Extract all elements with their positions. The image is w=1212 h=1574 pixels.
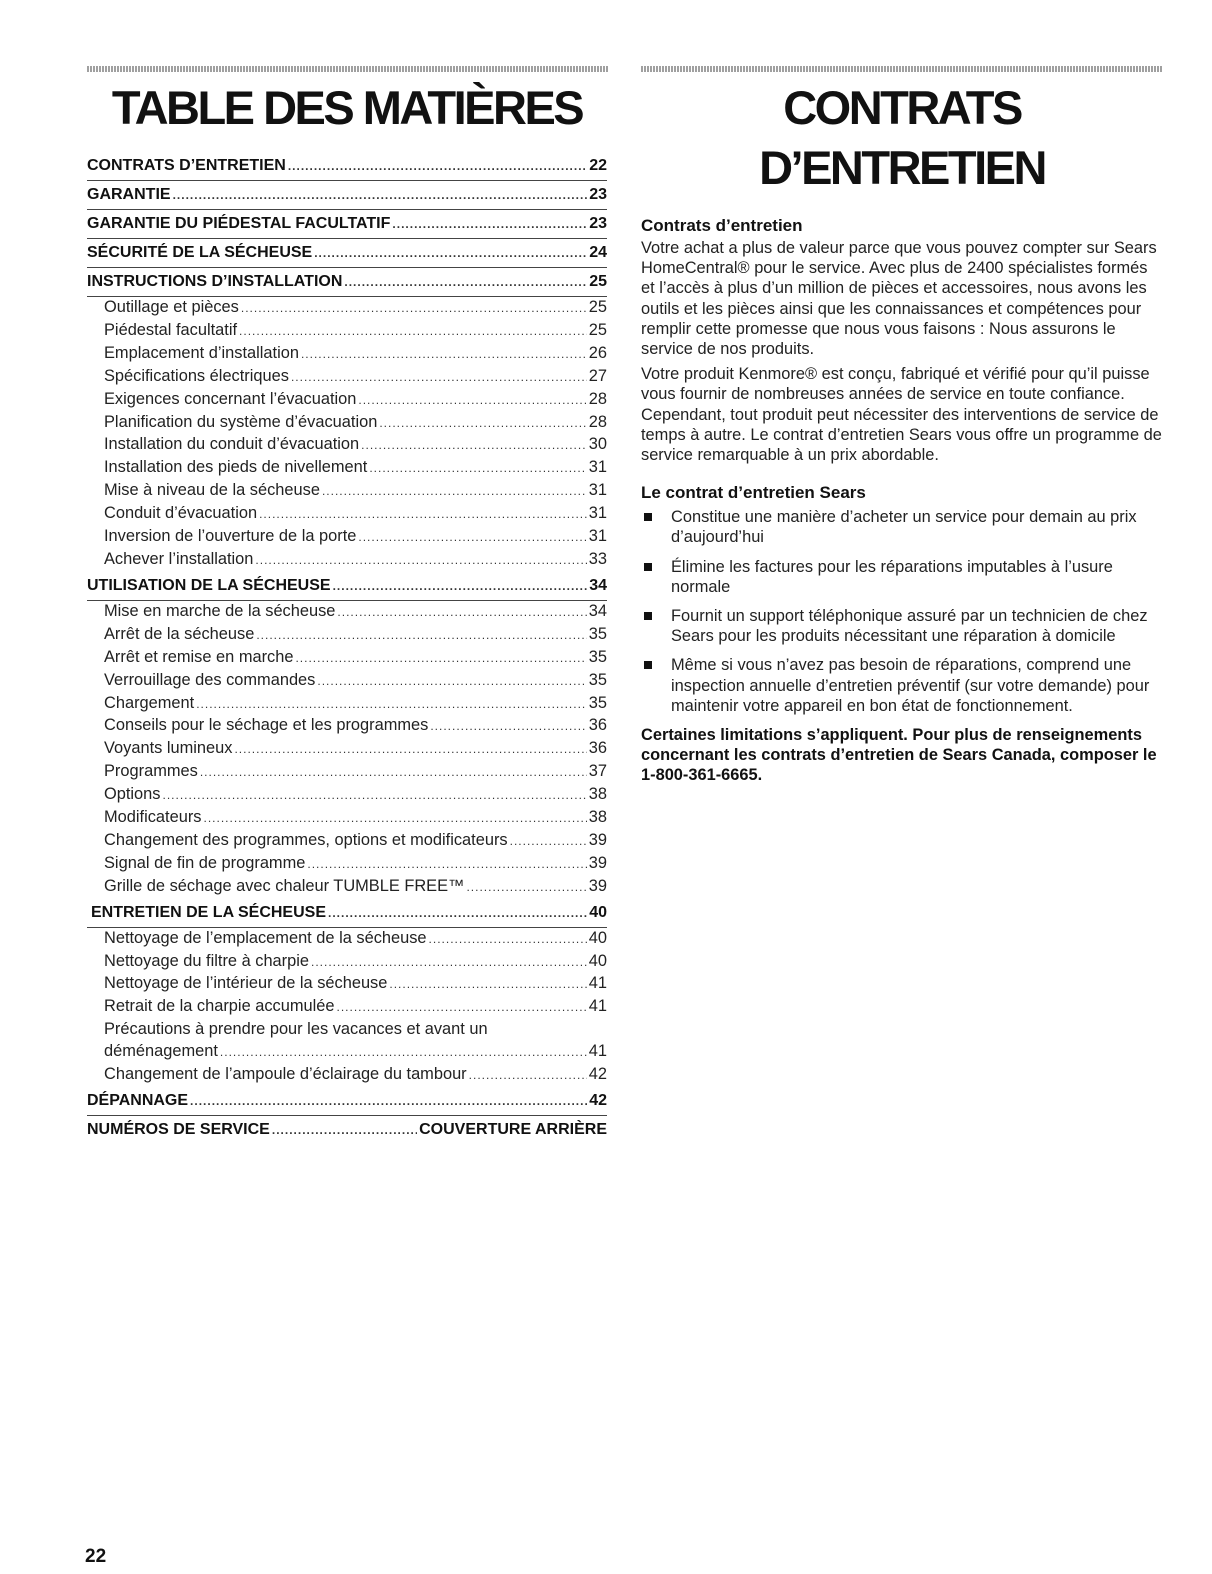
page-number: 22 <box>85 1546 107 1567</box>
toc-leader-dots <box>203 807 586 830</box>
toc-leader-dots <box>259 503 587 526</box>
toc-page-number: 30 <box>588 435 607 454</box>
toc-entry <box>87 297 607 320</box>
square-bullet-icon <box>644 563 652 571</box>
toc-page-number: 23 <box>589 186 607 203</box>
toc-entry <box>87 412 607 435</box>
toc-entry-title: déménagement <box>104 1042 218 1061</box>
toc-entry-title: DÉPANNAGE <box>87 1092 189 1109</box>
toc-entry <box>87 366 607 389</box>
toc-entry-title: Mise à niveau de la sécheuse <box>104 481 320 500</box>
toc-leader-dots <box>369 457 586 480</box>
toc-entry-title: Retrait de la charpie accumulée <box>104 997 335 1016</box>
toc-leader-dots <box>200 761 587 784</box>
toc-entry <box>87 693 607 716</box>
toc-leader-dots <box>288 152 587 180</box>
toc-entry <box>87 715 607 738</box>
toc-entry-text: Précautions à prendre pour les vacances et avant un <box>104 1020 488 1039</box>
toc-page-number: 35 <box>588 693 607 712</box>
toc-entry-title: Nettoyage de l’intérieur de la sécheuse <box>104 974 388 993</box>
toc-entry-title: Piédestal facultatif <box>104 320 238 339</box>
toc-entry <box>87 951 607 974</box>
limitations-note: Certaines limitations s’appliquent. Pour plus de renseignements concernant les contrats d’entretien de Sears Canada, composer le 1-800-361-6665. <box>641 726 1157 785</box>
toc-page-number: 35 <box>588 647 607 666</box>
toc-entry-title: NUMÉROS DE SERVICE <box>87 1121 270 1138</box>
toc-entry <box>87 210 607 239</box>
toc-entry-title: Spécifications électriques <box>104 366 289 385</box>
toc-entry-title: INSTRUCTIONS D’INSTALLATION <box>87 273 343 290</box>
toc-entry <box>87 647 607 670</box>
toc-entry <box>87 320 607 343</box>
toc-leader-dots <box>429 928 587 951</box>
toc-leader-dots <box>255 549 586 572</box>
toc-leader-dots <box>328 899 587 927</box>
list-item: Constitue une manière d’acheter un service pour demain au prix d’aujourd’hui <box>641 507 1163 547</box>
toc-leader-dots <box>295 647 586 670</box>
toc-page-number: 41 <box>588 997 607 1016</box>
toc-page-number: 39 <box>588 853 607 872</box>
toc-page-number: 40 <box>589 903 607 921</box>
toc-entry <box>87 480 607 503</box>
toc-entry-title: Changement des programmes, options et modificateurs <box>104 830 508 849</box>
toc-page-number: 39 <box>588 876 607 895</box>
toc-entry-title: Arrêt de la sécheuse <box>104 624 255 643</box>
toc-entry <box>87 761 607 784</box>
toc-entry-title: Chargement <box>104 693 195 712</box>
top-rule <box>641 66 1163 72</box>
toc-entry-title: Nettoyage du filtre à charpie <box>104 951 310 970</box>
toc-page-number: 38 <box>588 785 607 804</box>
toc-entry-title: Emplacement d’installation <box>104 343 299 362</box>
toc-leader-dots <box>317 670 586 693</box>
toc-leader-dots <box>337 601 586 624</box>
toc-leader-dots <box>173 181 588 209</box>
toc-leader-dots <box>220 1041 587 1064</box>
toc-leader-dots <box>358 526 586 549</box>
benefits-list <box>641 507 1163 716</box>
toc-page-number: COUVERTURE ARRIÈRE <box>419 1121 607 1138</box>
toc-title: TABLE DES MATIÈRES <box>111 81 583 134</box>
toc-page-number: 22 <box>589 157 607 174</box>
toc-entry <box>87 434 607 457</box>
toc-entry-title: ENTRETIEN DE LA SÉCHEUSE <box>91 903 326 921</box>
toc-leader-dots <box>337 996 587 1019</box>
toc-entry-title: Arrêt et remise en marche <box>104 647 294 666</box>
toc-leader-dots <box>190 1087 587 1115</box>
toc-page-number: 25 <box>588 298 607 316</box>
toc-entry-title: Achever l’installation <box>104 549 254 568</box>
toc-page-number: 31 <box>588 481 607 500</box>
toc-entry-title: Programmes <box>104 762 198 781</box>
toc-page-number: 28 <box>588 412 607 431</box>
toc-page-number: 28 <box>588 389 607 408</box>
toc-entry <box>87 738 607 761</box>
toc-leader-dots <box>241 297 587 320</box>
toc-page-number: 25 <box>588 320 607 339</box>
toc-entry-title: UTILISATION DE LA SÉCHEUSE <box>87 576 331 594</box>
toc-entry-title: Exigences concernant l’évacuation <box>104 389 357 408</box>
toc-entry-title: Outillage et pièces <box>104 298 239 316</box>
toc-leader-dots <box>163 784 587 807</box>
toc-entry <box>87 996 607 1019</box>
toc-leader-dots <box>510 830 587 853</box>
toc-entry <box>87 526 607 549</box>
toc-leader-dots <box>389 973 586 996</box>
toc-page-number: 38 <box>588 808 607 827</box>
toc-entry-title: SÉCURITÉ DE LA SÉCHEUSE <box>87 244 313 261</box>
toc-entry <box>87 973 607 996</box>
toc-entry <box>87 853 607 876</box>
toc-entry <box>87 181 607 210</box>
contracts-column <box>641 66 1163 786</box>
table-of-contents <box>87 152 607 1144</box>
toc-entry-title: Voyants lumineux <box>104 739 233 758</box>
toc-leader-dots <box>239 320 587 343</box>
toc-entry-title: Verrouillage des commandes <box>104 670 316 689</box>
toc-page-number: 40 <box>588 928 607 947</box>
toc-page-number: 41 <box>588 1042 607 1061</box>
toc-entry-title: Conseils pour le séchage et les programmes <box>104 716 429 735</box>
toc-page-number: 42 <box>589 1092 607 1109</box>
toc-entry <box>87 572 607 601</box>
toc-column <box>87 66 607 1144</box>
toc-leader-dots <box>361 434 587 457</box>
toc-entry-title: Options <box>104 785 161 804</box>
toc-leader-dots <box>344 268 587 296</box>
toc-entry <box>87 784 607 807</box>
toc-leader-dots <box>291 366 587 389</box>
toc-leader-dots <box>469 1064 587 1087</box>
toc-entry-title: Grille de séchage avec chaleur TUMBLE FREE™ <box>104 876 465 895</box>
paragraph-kenmore: Votre produit Kenmore® est conçu, fabriqué et vérifié pour qu’il puisse vous fournir de nombreuses années de service en toute confiance. Cependant, tout produit peut nécessiter des interventions de service de temps à autre. Le contrat d’entretien Sears vous offre un programme de service remarquable à un prix abordable. <box>641 365 1162 465</box>
toc-entry-title: Mise en marche de la sécheuse <box>104 601 336 620</box>
toc-leader-dots <box>314 239 587 267</box>
paragraph-intro: Votre achat a plus de valeur parce que vous pouvez compter sur Sears HomeCentral® pour le service. Avec plus de 2400 spécialistes formés et l’accès à plus d’un million de pièces et accessoires, nous avons les outils et les pièces ainsi que les connaissances et compétences pour remplir cette promesse que nous vous faisons : Nous assurons le service de nos produits. <box>641 239 1157 359</box>
toc-entry <box>87 343 607 366</box>
toc-entry <box>87 830 607 853</box>
toc-entry <box>87 503 607 526</box>
toc-entry-title: Conduit d’évacuation <box>104 504 258 523</box>
toc-entry-title: Inversion de l’ouverture de la porte <box>104 527 357 546</box>
toc-page-number: 31 <box>588 504 607 523</box>
toc-leader-dots <box>430 715 586 738</box>
toc-page-number: 35 <box>588 670 607 689</box>
toc-leader-dots <box>272 1116 417 1144</box>
toc-entry <box>87 457 607 480</box>
list-item: Même si vous n’avez pas besoin de réparations, comprend une inspection annuelle d’entretien préventif (sur votre demande) pour maintenir votre appareil en bon état de fonctionnement. <box>641 655 1163 716</box>
toc-leader-dots <box>379 412 586 435</box>
toc-entry-title: GARANTIE DU PIÉDESTAL FACULTATIF <box>87 215 391 232</box>
toc-entry <box>87 876 607 899</box>
toc-leader-dots <box>333 572 588 600</box>
toc-page-number: 27 <box>588 366 607 385</box>
toc-entry <box>87 624 607 647</box>
toc-entry <box>87 549 607 572</box>
toc-leader-dots <box>311 951 587 974</box>
toc-entry-title: Installation des pieds de nivellement <box>104 458 368 477</box>
list-item: Élimine les factures pour les réparations imputables à l’usure normale <box>641 557 1163 597</box>
toc-entry <box>87 268 607 297</box>
toc-page-number: 24 <box>589 244 607 261</box>
list-item: Fournit un support téléphonique assuré par un technicien de chez Sears pour les produits nécessitant une réparation à domicile <box>641 606 1163 646</box>
toc-page-number: 35 <box>588 624 607 643</box>
toc-leader-dots <box>466 876 586 899</box>
square-bullet-icon <box>644 612 652 620</box>
toc-entry-title: Installation du conduit d’évacuation <box>104 435 360 454</box>
toc-page-number: 31 <box>588 527 607 546</box>
toc-entry <box>87 601 607 624</box>
contracts-title: CONTRATS D’ENTRETIEN <box>759 81 1045 194</box>
section-title-sears-contract: Le contrat d’entretien Sears <box>641 483 866 503</box>
toc-leader-dots <box>256 624 586 647</box>
toc-entry <box>87 807 607 830</box>
toc-leader-dots <box>307 853 586 876</box>
toc-entry-title: Nettoyage de l’emplacement de la sécheuse <box>104 928 427 947</box>
toc-page-number: 26 <box>588 343 607 362</box>
toc-entry <box>87 928 607 951</box>
toc-page-number: 25 <box>589 273 607 290</box>
top-rule <box>87 66 609 72</box>
toc-entry-title: Signal de fin de programme <box>104 853 306 872</box>
toc-entry-title: Modificateurs <box>104 808 202 827</box>
toc-page-number: 36 <box>588 739 607 758</box>
toc-leader-dots <box>358 389 586 412</box>
toc-entry <box>87 899 607 928</box>
toc-page-number: 41 <box>588 974 607 993</box>
toc-page-number: 37 <box>588 762 607 781</box>
toc-entry <box>87 670 607 693</box>
toc-leader-dots <box>392 210 587 238</box>
toc-page-number: 31 <box>588 458 607 477</box>
toc-page-number: 34 <box>588 601 607 620</box>
toc-leader-dots <box>301 343 587 366</box>
toc-entry-title: Changement de l’ampoule d’éclairage du tambour <box>104 1065 467 1084</box>
toc-entry-title: GARANTIE <box>87 186 171 203</box>
toc-page-number: 40 <box>588 951 607 970</box>
toc-page-number: 42 <box>588 1065 607 1084</box>
toc-entry <box>87 239 607 268</box>
toc-leader-dots <box>196 693 587 716</box>
toc-page-number: 33 <box>588 549 607 568</box>
toc-page-number: 36 <box>588 716 607 735</box>
toc-entry <box>87 152 607 181</box>
square-bullet-icon <box>644 661 652 669</box>
toc-entry <box>87 1116 607 1144</box>
toc-leader-dots <box>322 480 587 503</box>
toc-entry-title: CONTRATS D’ENTRETIEN <box>87 157 286 174</box>
toc-entry <box>87 1041 607 1064</box>
toc-page-number: 39 <box>588 830 607 849</box>
square-bullet-icon <box>644 513 652 521</box>
toc-entry <box>87 1087 607 1116</box>
toc-page-number: 34 <box>589 576 607 594</box>
toc-entry <box>87 1064 607 1087</box>
toc-entry <box>87 389 607 412</box>
toc-entry-title: Planification du système d’évacuation <box>104 412 378 431</box>
toc-leader-dots <box>234 738 586 761</box>
toc-page-number: 23 <box>589 215 607 232</box>
section-title-contracts: Contrats d’entretien <box>641 216 803 235</box>
